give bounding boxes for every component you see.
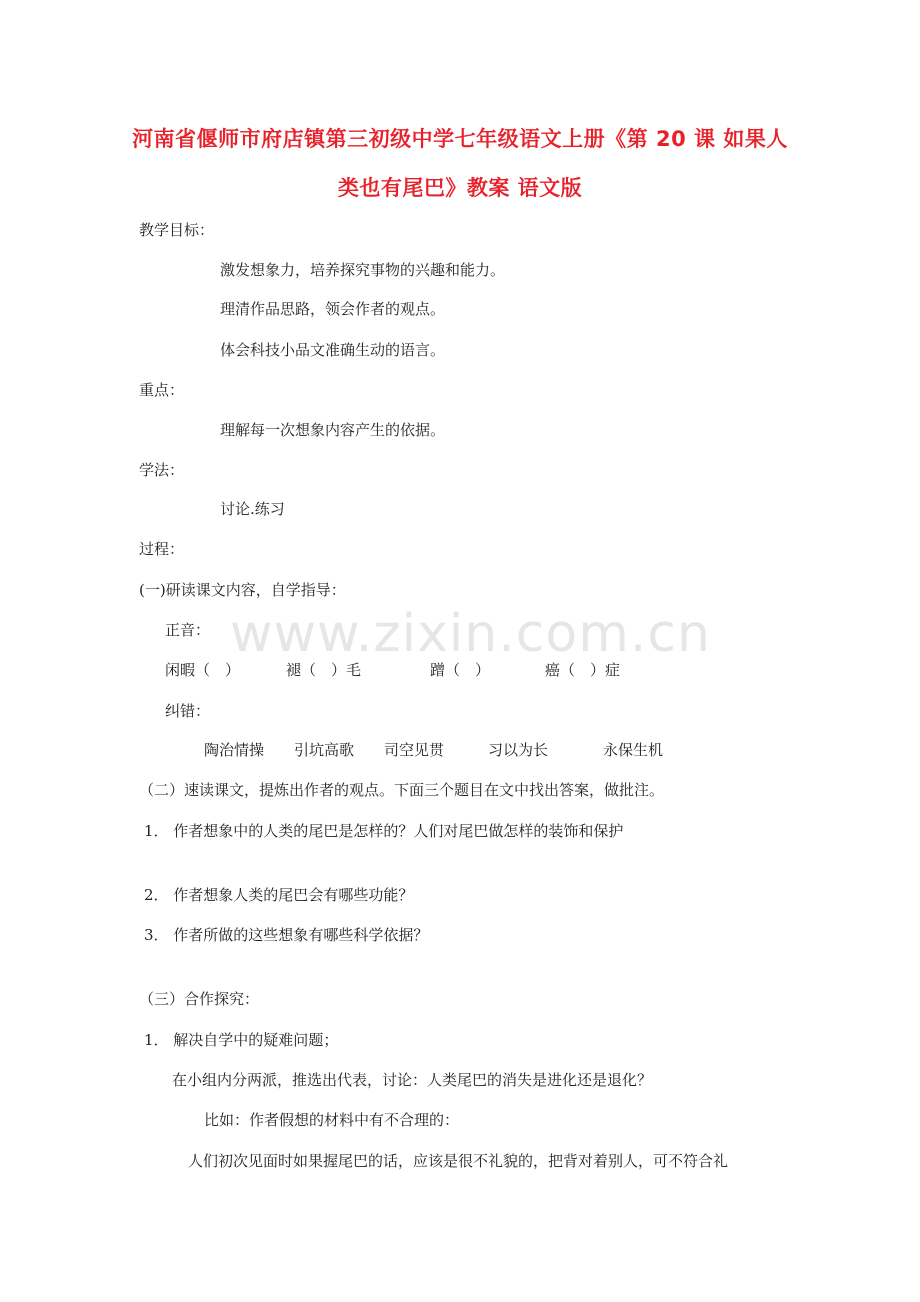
watermark: www.zixin.com.cn	[230, 604, 711, 664]
pronunciation-item: 闲暇（ ）	[165, 661, 241, 679]
question-item: 2． 作者想象人类的尾巴会有哪些功能？	[144, 886, 414, 904]
key-heading: 重点：	[139, 381, 185, 399]
coop-paragraph: 人们初次见面时如果握尾巴的话，应该是很不礼貌的，把背对着别人，可不符合礼	[188, 1152, 729, 1170]
coop-paragraph: 在小组内分两派，推选出代表，讨论：人类尾巴的消失是进化还是退化？	[172, 1071, 653, 1089]
method-heading: 学法：	[139, 461, 185, 479]
section1-heading: (一)研读课文内容，自学指导：	[139, 581, 346, 599]
method-text: 讨论.练习	[220, 500, 285, 518]
document-title-line-1: 河南省偃师市府店镇第三初级中学七年级语文上册《第 20 课 如果人	[132, 127, 788, 151]
document-title-line-2: 类也有尾巴》教案 语文版	[337, 176, 583, 200]
process-heading: 过程：	[139, 540, 185, 558]
objectives-heading: 教学目标：	[139, 221, 215, 239]
section2-heading: （二）速读课文，提炼出作者的观点。下面三个题目在文中找出答案，做批注。	[139, 781, 665, 799]
correction-item: 引坑高歌	[294, 741, 355, 759]
correction-item: 习以为长	[488, 741, 549, 759]
pronunciation-item: 褪（ ）毛	[286, 661, 362, 679]
coop-item: 1． 解决自学中的疑难问题；	[144, 1031, 339, 1049]
correction-label: 纠错：	[165, 702, 211, 720]
correction-item: 司空见贯	[384, 741, 445, 759]
question-item: 3． 作者所做的这些想象有哪些科学依据？	[144, 926, 429, 944]
correction-item: 陶治情操	[204, 741, 265, 759]
coop-paragraph: 比如：作者假想的材料中有不合理的：	[204, 1111, 460, 1129]
pronunciation-label: 正音：	[165, 621, 211, 639]
question-item: 1． 作者想象中的人类的尾巴是怎样的？人们对尾巴做怎样的装饰和保护	[144, 822, 624, 840]
key-text: 理解每一次想象内容产生的依据。	[220, 421, 446, 439]
correction-item: 永保生机	[603, 741, 664, 759]
section3-heading: （三）合作探究：	[139, 990, 260, 1008]
objective-item: 理清作品思路，领会作者的观点。	[220, 300, 446, 318]
objective-item: 激发想象力，培养探究事物的兴趣和能力。	[220, 261, 506, 279]
objective-item: 体会科技小品文准确生动的语言。	[220, 341, 446, 359]
pronunciation-item: 蹭（ ）	[430, 661, 491, 679]
pronunciation-item: 癌（ ）症	[545, 661, 621, 679]
